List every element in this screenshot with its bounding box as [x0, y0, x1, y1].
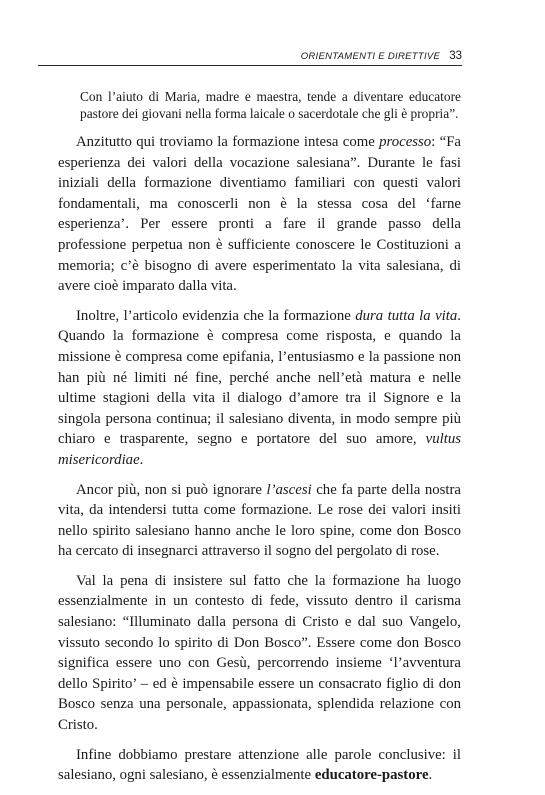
paragraph-1-lead: Anzitutto qui troviamo la formazione intesa come: [76, 134, 380, 150]
running-header: [38, 44, 462, 66]
paragraph-3-lead: Ancor più, non si può ignorare: [76, 481, 267, 498]
paragraph-2-lead: Inoltre, l’articolo evidenzia che la formazione: [76, 307, 356, 324]
paragraph-2-emphasis-latin: vultus misericordiae: [58, 431, 461, 468]
page-number: 33: [449, 50, 462, 62]
block-quote: Con l’aiuto di Maria, madre e maestra, tende a diventare educatore pastore dei giovani nella forma laicale o sacerdotale che gli è propria”.: [80, 89, 461, 121]
page-body: [58, 88, 461, 795]
paragraph-5: [58, 745, 461, 786]
paragraph-2: [58, 306, 461, 471]
paragraph-2-middle: . Quando la formazione è compresa come risposta, e quando la missione è compresa come epifania, l’entusiasmo e la passione non han più né limiti né fine, perché anche nell’età matura e nelle ultime stagioni della vita il dialogo d’amore tra il Signore e la singola persona continua; il salesiano diventa, in modo sempre più chiaro e trasparente, segno e portatore del suo amore,: [58, 307, 461, 448]
paragraph-1-emphasis: processo: [379, 134, 432, 150]
paragraph-3-rest: che fa parte della nostra vita, da intendersi tutta come formazione. Le rose dei valori insiti nello spirito salesiano hanno anche le loro spine, come don Bosco ha cercato di insegnarci attraverso il sogno del pergolato di rose.: [58, 481, 461, 560]
paragraph-5-end: .: [428, 767, 433, 784]
paragraph-5-lead: Infine dobbiamo prestare attenzione alle parole conclusive: il salesiano, ogni salesiano, è essenzialmente: [58, 746, 461, 784]
paragraph-1-rest: : “Fa esperienza dei valori della vocazione salesiana”. Durante le fasi iniziali della formazione diventiamo familiari con questi valori fondamentali, ma conoscerli non è la stessa cosa del ‘farne esperienza’. Per essere pronti a fare il grande passo della professione perpetua non è sufficiente conoscere le Costituzioni a memoria; c’è bisogno di avere esperimentato la vita salesiana, di avere cioè imparato dalla vita.: [58, 134, 461, 295]
paragraph-2-end: .: [139, 451, 144, 468]
section-title: ORIENTAMENTI E DIRETTIVE: [300, 51, 441, 62]
paragraph-2-emphasis: dura tutta la vita: [355, 307, 458, 324]
paragraph-5-strong: educatore-pastore: [314, 767, 429, 784]
paragraph-3-emphasis: l’ascesi: [266, 481, 312, 498]
paragraph-4: Val la pena di insistere sul fatto che la formazione ha luogo essenzialmente in un contesto di fede, vissuto dentro il carisma salesiano: “Illuminato dalla persona di Cristo e dal suo Vangelo, vissuto secondo lo spirito di Don Bosco”. Essere come don Bosco significa essere uno con Gesù, percorrendo insieme ‘l’avventura dello Spirito’ – ed è impensabile essere un consacrato figlio di don Bosco senza una personale, appassionata, splendida relazione con Cristo.: [58, 572, 461, 734]
paragraph-3: [58, 480, 461, 562]
paragraph-1: [58, 132, 461, 297]
